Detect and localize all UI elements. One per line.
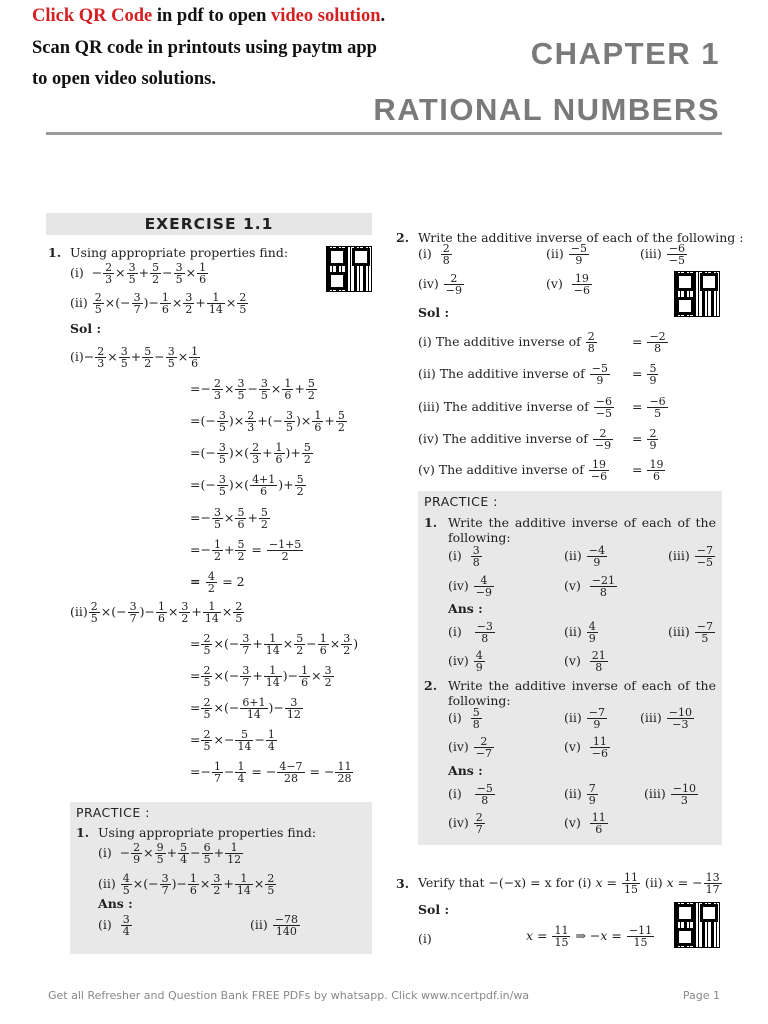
chapter-number: CHAPTER 1	[530, 36, 720, 71]
q2-part-i: (i) $\frac{2}{8}$	[418, 242, 450, 267]
practice-2-a2-i: (i) $\frac{-5}{8}$	[448, 782, 493, 807]
chapter-title: RATIONAL NUMBERS	[373, 92, 720, 127]
q1-part-i: (i) − $\frac{2}{3}$ × $\frac{3}{5}$ + $\frac{5}{2}$ − $\frac{3}{5}$ × $\frac{1}{6}$	[70, 261, 207, 286]
video-solution-link[interactable]: video solution	[271, 6, 381, 26]
q1-sol-ii-step-4: = $\frac{2}{5}$ ×− $\frac{5}{14}$ − $\frac{1}{4}$	[190, 728, 275, 753]
page-number: Page 1	[682, 989, 720, 1002]
q1-sol-label: Sol :	[70, 321, 102, 336]
practice-2-q1-number: 1.	[424, 515, 438, 530]
footer-text[interactable]: Get all Refresher and Question Bank FREE PDFs by whatsapp. Click www.ncertpdf.in/wa	[48, 989, 530, 1002]
practice-1-ans-i: (i) $\frac{3}{4}$	[98, 913, 130, 938]
practice-2-a1-i: (i) $\frac{-3}{8}$	[448, 620, 493, 645]
q2-sol-row-5: (v) The additive inverse of $\frac{19}{-6}$	[418, 458, 608, 483]
practice-2-a2-ii: (ii) $\frac{7}{9}$	[564, 782, 596, 807]
practice-2-a1-ii: (ii) $\frac{4}{9}$	[564, 620, 596, 645]
q1-number: 1.	[48, 245, 62, 260]
q1-sol-i-step-7: = $\frac{4}{2}$ = 2	[190, 570, 245, 595]
practice-2-q1-i: (i) $\frac{3}{8}$	[448, 544, 480, 569]
q2-text: Write the additive inverse of each of the following :	[418, 230, 744, 245]
q2-sol-text: (iv) The additive inverse of	[418, 431, 588, 446]
practice-2-ans-label-1: Ans :	[448, 601, 483, 616]
practice-1-ans-label: Ans :	[98, 896, 133, 911]
practice-2-q1-iv: (iv) $\frac{4}{-9}$	[448, 574, 493, 599]
practice-2-a1-iii: (iii) $\frac{-7}{5}$	[668, 620, 713, 645]
header-period: .	[380, 6, 386, 26]
qr-code-icon[interactable]	[326, 246, 372, 292]
q1-sol-ii-step-2: = $\frac{2}{5}$ ×(− $\frac{3}{7}$ + $\frac{1}{14}$ )− $\frac{1}{6}$ × $\frac{3}{2}$	[190, 664, 332, 689]
practice-2-q2-iv: (iv) $\frac{2}{-7}$	[448, 735, 493, 760]
q3-text-main: Verify that −(−x) = x for (i)	[418, 875, 592, 890]
q2-sol-ans-4: = $\frac{2}{9}$	[632, 427, 657, 452]
q3-sol-i: x = $\frac{11}{15}$ ⇒ −x = $\frac{-11}{15}$	[526, 924, 653, 949]
practice-1-part-ii: (ii) $\frac{4}{5}$ ×(− $\frac{3}{7}$ )− $\frac{1}{6}$ × $\frac{3}{2}$ + $\frac{1}{14}$ × $\frac{2}{5}$	[98, 872, 275, 897]
practice-2-q1-v: (v) $\frac{-21}{8}$	[564, 574, 615, 599]
practice-2-q1-text: Write the additive inverse of each of the following:	[448, 515, 716, 545]
q1-sol-i-step-0: (i)− $\frac{2}{3}$ × $\frac{3}{5}$ + $\frac{5}{2}$ − $\frac{3}{5}$ × $\frac{1}{6}$	[70, 345, 199, 370]
q2-sol-ans-3: = $\frac{-6}{5}$	[632, 395, 666, 420]
header-line-2: Scan QR code in printouts using paytm app	[32, 38, 377, 58]
q1-part-ii: (ii) $\frac{2}{5}$ ×(− $\frac{3}{7}$ )− $\frac{1}{6}$ × $\frac{3}{2}$ + $\frac{1}{14}$ × $\frac{2}{5}$	[70, 291, 247, 316]
practice-2-a2-iii: (iii) $\frac{-10}{3}$	[644, 782, 696, 807]
q2-sol-text: (v) The additive inverse of	[418, 462, 584, 477]
practice-2-q2-v: (v) $\frac{11}{-6}$	[564, 735, 608, 760]
q2-sol-text: (iii) The additive inverse of	[418, 399, 589, 414]
practice-2-q1-iii: (iii) $\frac{-7}{-5}$	[668, 544, 713, 569]
q1-sol-i-step-4: =(− $\frac{3}{5}$ )×( $\frac{4+1}{6}$ )+ $\frac{5}{2}$	[190, 473, 304, 498]
exercise-title: EXERCISE 1.1	[46, 213, 372, 235]
practice-box-2	[418, 491, 722, 845]
header-line-1	[32, 6, 385, 27]
q2-sol-ans-2: = $\frac{5}{9}$	[632, 362, 657, 387]
practice-1-ans-ii: (ii) $\frac{-78}{140}$	[250, 913, 298, 938]
q1-sol-ii-step-0: (ii) $\frac{2}{5}$ ×(− $\frac{3}{7}$ )− $\frac{1}{6}$ × $\frac{3}{2}$ + $\frac{1}{14}$ × $\frac{2}{5}$	[70, 600, 243, 625]
q3-sol-i-label: (i)	[418, 931, 432, 946]
q1-sol-ii-step-5: =− $\frac{1}{7}$ − $\frac{1}{4}$ = − $\frac{4-7}{28}$ = − $\frac{11}{28}$	[190, 760, 352, 785]
q1-sol-ii-step-3: = $\frac{2}{5}$ ×(− $\frac{6+1}{14}$ )− $\frac{3}{12}$	[190, 696, 301, 721]
header-line-3: to open video solutions.	[32, 69, 217, 89]
practice-2-ans-label-2: Ans :	[448, 763, 483, 778]
q2-part-iv: (iv) $\frac{2}{-9}$	[418, 272, 463, 297]
q1-sol-i-step-2: =(− $\frac{3}{5}$ )× $\frac{2}{3}$ +(− $\frac{3}{5}$ )× $\frac{1}{6}$ + $\frac{5}{2}$	[190, 409, 345, 434]
q1-text: Using appropriate properties find:	[70, 245, 289, 260]
practice-2-q2-i: (i) $\frac{5}{8}$	[448, 706, 480, 731]
q2-sol-ans-5: = $\frac{19}{6}$	[632, 458, 664, 483]
q2-sol-label: Sol :	[418, 305, 450, 320]
practice-2-a1-v: (v) $\frac{21}{8}$	[564, 649, 606, 674]
q1-sol-i-step-3: =(− $\frac{3}{5}$ )×( $\frac{2}{3}$ + $\frac{1}{6}$ )+ $\frac{5}{2}$	[190, 441, 311, 466]
q2-sol-row-2: (ii) The additive inverse of $\frac{-5}{9}$	[418, 362, 609, 387]
q2-part-v: (v) $\frac{19}{-6}$	[546, 272, 590, 297]
qr-code-icon[interactable]	[674, 271, 720, 317]
q2-sol-row-3: (iii) The additive inverse of $\frac{-6}{-5}$	[418, 395, 613, 420]
q1-sol-i-step-6: =− $\frac{1}{2}$ + $\frac{5}{2}$ = $\frac{-1+5}{2}$	[190, 538, 302, 563]
q1-sol-i-step-1: =− $\frac{2}{3}$ × $\frac{3}{5}$ − $\frac{3}{5}$ × $\frac{1}{6}$ + $\frac{5}{2}$	[190, 377, 315, 402]
practice-1-part-i: (i) − $\frac{2}{9}$ × $\frac{9}{5}$ + $\frac{5}{4}$ − $\frac{6}{5}$ + $\frac{1}{12}$	[98, 841, 242, 866]
practice-2-q2-number: 2.	[424, 678, 438, 693]
practice-2-a2-iv: (iv) $\frac{2}{7}$	[448, 811, 483, 836]
practice-2-a1-iv: (iv) $\frac{4}{9}$	[448, 649, 483, 674]
practice-1-q-number: 1.	[76, 825, 90, 840]
q2-part-ii: (ii) $\frac{-5}{9}$	[546, 242, 587, 267]
q3-number: 3.	[396, 876, 410, 891]
practice-2-q2-ii: (ii) $\frac{-7}{9}$	[564, 706, 605, 731]
practice-1-q-text: Using appropriate properties find:	[98, 825, 317, 840]
practice-2-a2-v: (v) $\frac{11}{6}$	[564, 811, 606, 836]
q2-sol-row-1: (i) The additive inverse of $\frac{2}{8}$	[418, 330, 595, 355]
header-rule	[46, 132, 722, 135]
practice-2-q1-ii: (ii) $\frac{-4}{9}$	[564, 544, 605, 569]
q2-sol-text: (i) The additive inverse of	[418, 334, 581, 349]
qr-code-link[interactable]: Click QR Code	[32, 6, 153, 26]
q2-number: 2.	[396, 230, 410, 245]
q1-sol-i-step-5: =− $\frac{3}{5}$ × $\frac{5}{6}$ + $\frac{5}{2}$	[190, 506, 268, 531]
practice-2-label: PRACTICE :	[424, 494, 498, 509]
q2-sol-row-4: (iv) The additive inverse of $\frac{2}{-9}$	[418, 427, 612, 452]
practice-2-q2-iii: (iii) $\frac{-10}{-3}$	[640, 706, 692, 731]
practice-1-label: PRACTICE :	[76, 805, 150, 820]
qr-code-icon[interactable]	[674, 902, 720, 948]
header-text: in pdf to open	[152, 6, 271, 26]
q3-text: Verify that −(−x) = x for (i) x = $\frac{11}{15}$ (ii) x = − $\frac{13}{17}$	[418, 871, 720, 896]
q2-sol-ans-1: = $\frac{-2}{8}$	[632, 330, 666, 355]
practice-2-q2-text: Write the additive inverse of each of the following:	[448, 678, 716, 708]
q2-sol-text: (ii) The additive inverse of	[418, 366, 585, 381]
q3-sol-label: Sol :	[418, 902, 450, 917]
practice-box-1	[70, 802, 372, 954]
q2-part-iii: (iii) $\frac{-6}{-5}$	[640, 242, 685, 267]
q1-sol-ii-step-1: = $\frac{2}{5}$ ×(− $\frac{3}{7}$ + $\frac{1}{14}$ × $\frac{5}{2}$ − $\frac{1}{6}$ × $\frac{3}{2}$ )	[190, 632, 359, 657]
